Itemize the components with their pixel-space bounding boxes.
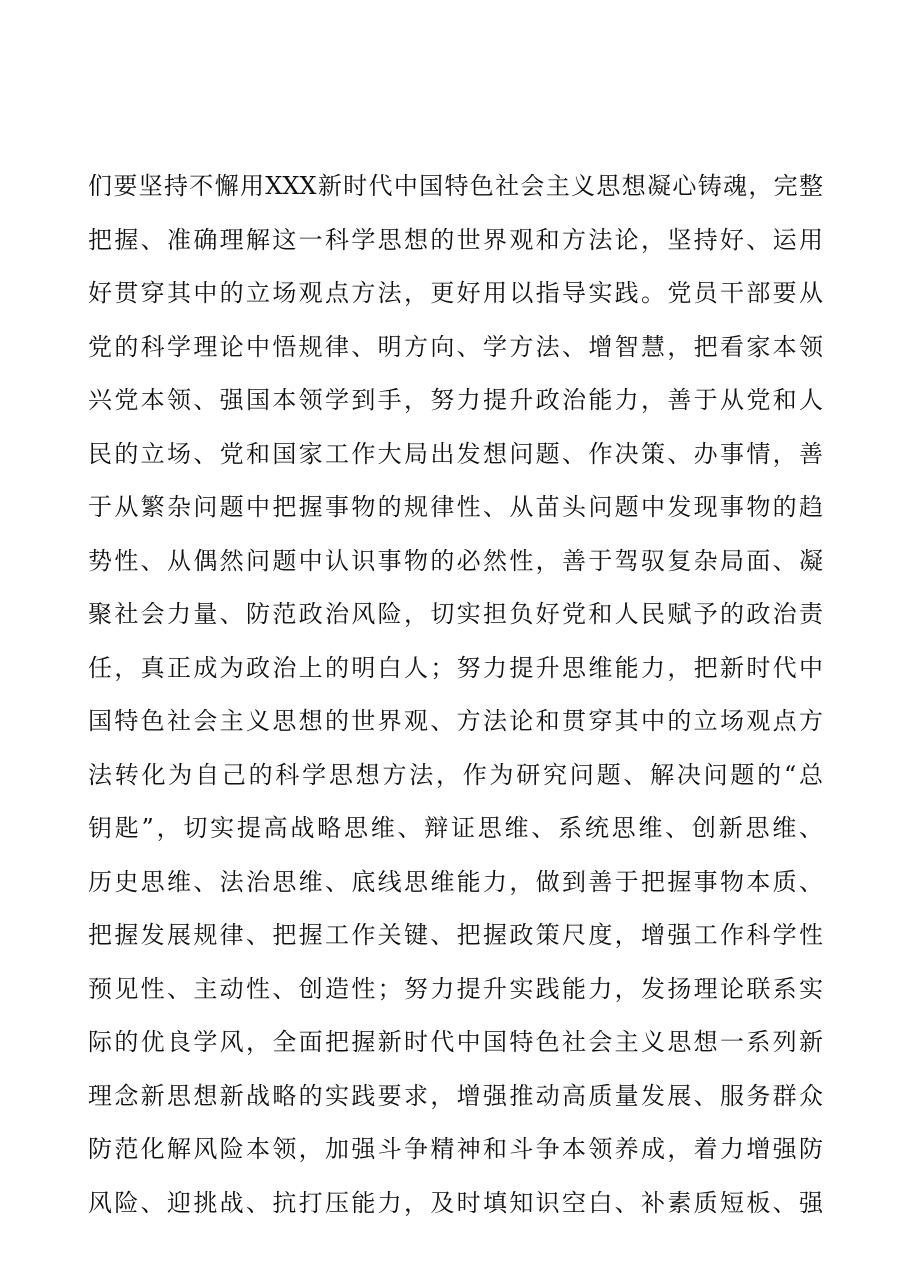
text-line: 法转化为自己的科学思想方法，作为研究问题、解决问题的“总 <box>88 760 823 789</box>
text-line: 国特色社会主义思想的世界观、方法论和贯穿其中的立场观点方 <box>88 707 823 735</box>
text-line: 际的优良学风，全面把握新时代中国特色社会主义思想一系列新 <box>88 1028 823 1056</box>
text-line: 把握、准确理解这一科学思想的世界观和方法论，坚持好、运用 <box>88 225 823 254</box>
body-paragraph <box>88 160 823 1230</box>
text-line: 理念新思想新战略的实践要求，增强推动高质量发展、服务群众 <box>88 1081 823 1110</box>
text-line: 历史思维、法治思维、底线思维能力，做到善于把握事物本质、 <box>88 867 823 896</box>
text-line: 预见性、主动性、创造性；努力提升实践能力，发扬理论联系实 <box>88 974 823 1003</box>
text-line: 民的立场、党和国家工作大局出发想问题、作决策、办事情，善 <box>88 439 823 468</box>
text-line: 好贯穿其中的立场观点方法，更好用以指导实践。党员干部要从 <box>88 279 823 307</box>
text-line: 风险、迎挑战、抗打压能力，及时填知识空白、补素质短板、强 <box>88 1188 823 1217</box>
text-line: 们要坚持不懈用XXX新时代中国特色社会主义思想凝心铸魂，完整 <box>88 172 823 200</box>
text-line: 于从繁杂问题中把握事物的规律性、从苗头问题中发现事物的趋 <box>88 493 823 521</box>
text-line: 防范化解风险本领，加强斗争精神和斗争本领养成，着力增强防 <box>88 1135 823 1163</box>
text-line: 势性、从偶然问题中认识事物的必然性，善于驾驭复杂局面、凝 <box>88 546 823 575</box>
text-line: 聚社会力量、防范政治风险，切实担负好党和人民赋予的政治责 <box>88 600 823 628</box>
text-line: 钥匙”，切实提高战略思维、辩证思维、系统思维、创新思维、 <box>88 814 823 842</box>
text-line: 兴党本领、强国本领学到手，努力提升政治能力，善于从党和人 <box>88 386 823 414</box>
text-line: 把握发展规律、把握工作关键、把握政策尺度，增强工作科学性 <box>88 921 823 949</box>
text-line: 党的科学理论中悟规律、明方向、学方法、增智慧，把看家本领 <box>88 332 823 361</box>
text-line: 任，真正成为政治上的明白人；努力提升思维能力，把新时代中 <box>88 653 823 682</box>
